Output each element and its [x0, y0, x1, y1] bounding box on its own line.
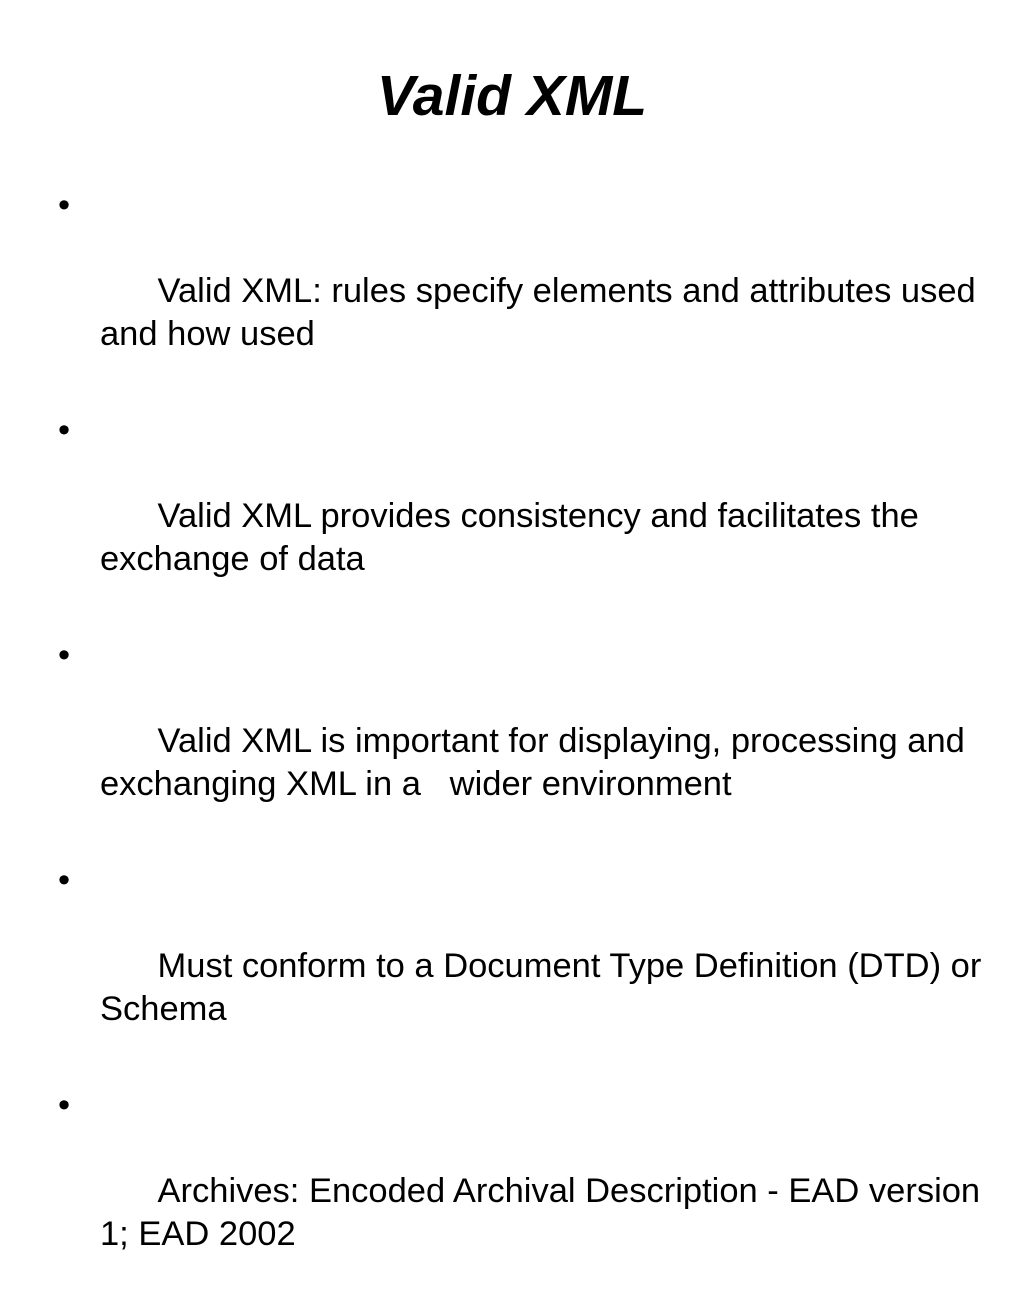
bullet-dot: •: [58, 636, 71, 674]
bullet-item: [58, 184, 988, 399]
bullet-text: Valid XML provides consistency and facilitates the exchange of data: [100, 497, 929, 578]
bullet-dot: •: [58, 1086, 71, 1124]
bullet-dot: •: [58, 411, 71, 449]
slide-title: Valid XML: [376, 64, 648, 128]
bullet-list: [58, 184, 991, 1309]
bullet-item: [58, 1084, 988, 1299]
bullet-item: [58, 859, 991, 1074]
bullet-item: [58, 634, 988, 849]
bullet-text: Valid XML: rules specify elements and attributes used and how used: [100, 272, 986, 353]
bullet-text: Archives: Encoded Archival Description - EAD version 1; EAD 2002: [100, 1172, 990, 1253]
bullet-text: Valid XML is important for displaying, processing and exchanging XML in a wider environment: [100, 722, 975, 803]
bullet-dot: •: [58, 186, 71, 224]
bullet-item: [58, 409, 988, 624]
bullet-dot: •: [58, 861, 71, 899]
bullet-text: Must conform to a Document Type Definition (DTD) or Schema: [100, 947, 991, 1028]
